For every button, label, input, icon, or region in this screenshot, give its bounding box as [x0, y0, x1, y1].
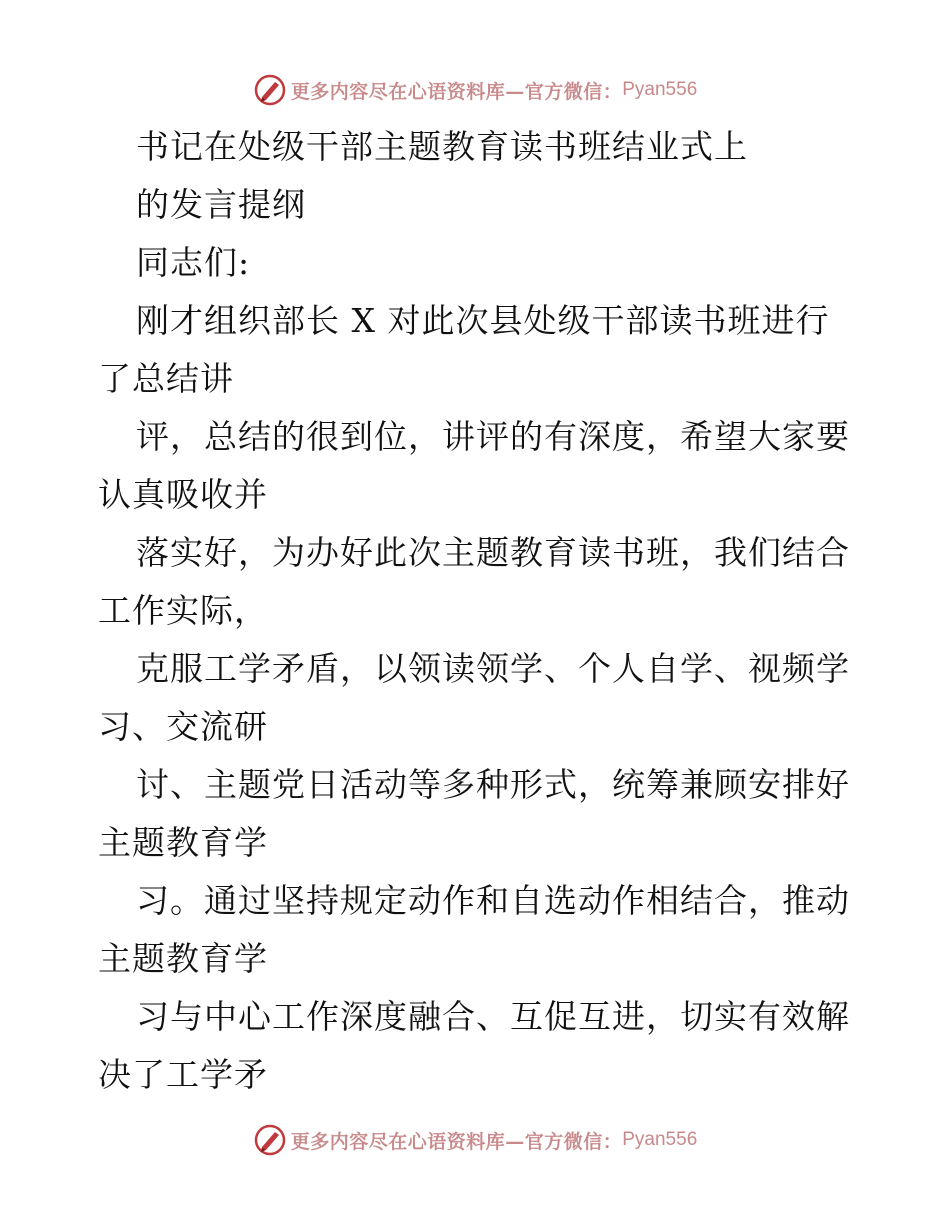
text-line: 落实好，为办好此次主题教育读书班，我们结合: [136, 533, 850, 572]
text-line: 评，总结的很到位，讲评的有深度，希望大家要: [136, 417, 850, 456]
text-line: 决了工学矛: [98, 1055, 268, 1094]
banner-wechat-id: Pyan556: [622, 79, 698, 100]
banner-wechat-id: Pyan556: [622, 1129, 698, 1150]
document-body: [98, 118, 858, 1104]
pen-logo-icon: [253, 73, 287, 107]
pen-logo-icon: [253, 1123, 287, 1157]
text-line: 工作实际，: [98, 591, 268, 630]
banner-text: 更多内容尽在心语资料库—官方微信：: [290, 80, 623, 103]
footer-watermark-banner: [0, 1120, 950, 1160]
text-line: 书记在处级干部主题教育读书班结业式上: [136, 127, 748, 166]
text-line: 习。通过坚持规定动作和自选动作相结合，推动: [136, 881, 850, 920]
text-line: 刚才组织部长 X 对此次县处级干部读书班进行: [136, 301, 830, 340]
text-line: 认真吸收并: [98, 475, 268, 514]
text-line: 了总结讲: [98, 359, 234, 398]
text-line: 同志们:: [136, 243, 251, 282]
text-line: 习与中心工作深度融合、互促互进，切实有效解: [136, 997, 850, 1036]
text-line: 讨、主题党日活动等多种形式，统筹兼顾安排好: [136, 765, 850, 804]
banner-text: 更多内容尽在心语资料库—官方微信：: [290, 1130, 623, 1153]
text-line: 主题教育学: [98, 823, 268, 862]
header-watermark-banner: [0, 70, 950, 110]
text-line: 主题教育学: [98, 939, 268, 978]
text-line: 的发言提纲: [136, 185, 306, 224]
text-line: 习、交流研: [98, 707, 268, 746]
text-line: 克服工学矛盾，以领读领学、个人自学、视频学: [136, 649, 850, 688]
